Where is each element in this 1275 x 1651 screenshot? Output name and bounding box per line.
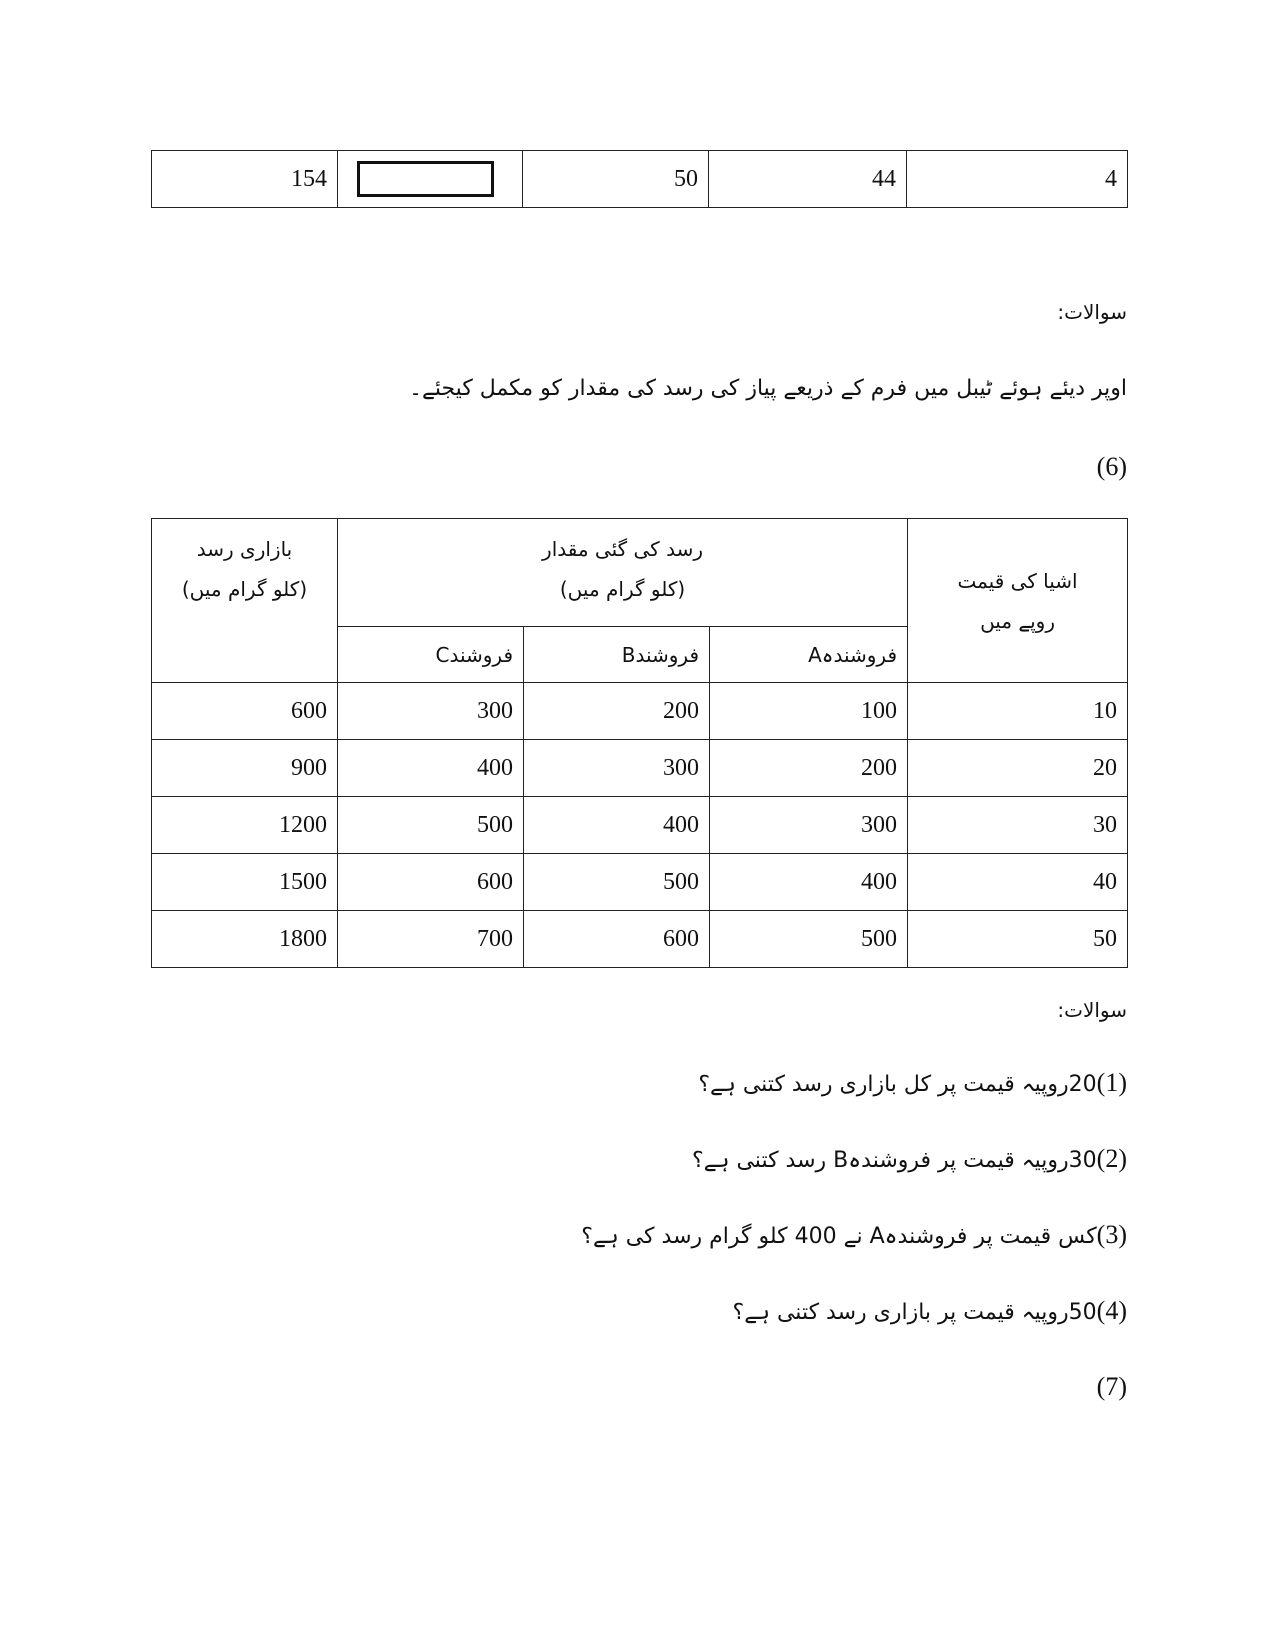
supply-table xyxy=(151,518,1128,968)
seller-a-cell: 200 xyxy=(710,740,908,797)
seller-b-header: فروشندB xyxy=(524,627,710,683)
seller-c-cell: 500 xyxy=(338,797,524,854)
seller-b-cell: 600 xyxy=(524,911,710,968)
question-text: 30روپیہ قیمت پر فروشندہB رسد کتنی ہے؟ xyxy=(692,1148,1097,1173)
price-cell: 30 xyxy=(908,797,1128,854)
seller-b-cell: 200 xyxy=(524,683,710,740)
top-table xyxy=(151,150,1128,208)
question-number-7: (7) xyxy=(1096,1372,1127,1401)
market-supply-cell: 900 xyxy=(152,740,338,797)
question-number: (1) xyxy=(1096,1068,1127,1097)
question-1 xyxy=(698,1068,1127,1098)
question-text: 20روپیہ قیمت پر کل بازاری رسد کتنی ہے؟ xyxy=(698,1072,1097,1097)
price-header: اشیا کی قیمت روپے میں xyxy=(908,519,1128,683)
market-supply-cell: 1800 xyxy=(152,911,338,968)
table-cell: 44 xyxy=(709,151,907,208)
question-4 xyxy=(733,1296,1127,1326)
questions-heading: سوالات: xyxy=(1057,300,1127,324)
market-supply-cell: 1200 xyxy=(152,797,338,854)
table-cell: 50 xyxy=(523,151,709,208)
market-supply-header: بازاری رسد (کلو گرام میں) xyxy=(152,519,338,683)
seller-a-header: فروشندہA xyxy=(710,627,908,683)
question-2 xyxy=(692,1144,1127,1174)
seller-c-cell: 400 xyxy=(338,740,524,797)
seller-b-cell: 500 xyxy=(524,854,710,911)
instruction-text: اوپر دیئے ہوئے ٹیبل میں فرم کے ذریعے پیاز کی رسد کی مقدار کو مکمل کیجئے۔ xyxy=(409,376,1127,401)
market-supply-cell: 1500 xyxy=(152,854,338,911)
price-cell: 20 xyxy=(908,740,1128,797)
price-cell: 10 xyxy=(908,683,1128,740)
questions-heading: سوالات: xyxy=(1057,998,1127,1022)
price-cell: 40 xyxy=(908,854,1128,911)
table-row xyxy=(152,683,1128,740)
seller-b-cell: 400 xyxy=(524,797,710,854)
price-cell: 50 xyxy=(908,911,1128,968)
table-row xyxy=(152,740,1128,797)
table-row xyxy=(152,854,1128,911)
table-row xyxy=(152,797,1128,854)
seller-b-cell: 300 xyxy=(524,740,710,797)
question-number: (3) xyxy=(1096,1220,1127,1249)
seller-a-cell: 300 xyxy=(710,797,908,854)
table-cell: 4 xyxy=(907,151,1128,208)
blank-answer-cell xyxy=(338,151,523,208)
seller-c-cell: 600 xyxy=(338,854,524,911)
table-cell: 154 xyxy=(152,151,338,208)
seller-a-cell: 100 xyxy=(710,683,908,740)
seller-a-cell: 500 xyxy=(710,911,908,968)
question-number: (4) xyxy=(1096,1296,1127,1325)
question-3 xyxy=(581,1220,1127,1250)
seller-c-cell: 300 xyxy=(338,683,524,740)
answer-box[interactable] xyxy=(357,161,494,197)
seller-a-cell: 400 xyxy=(710,854,908,911)
quantity-supplied-header: رسد کی گئی مقدار (کلو گرام میں) xyxy=(338,519,908,627)
table-header-row xyxy=(152,519,1128,627)
question-text: کس قیمت پر فروشندہA نے 400 کلو گرام رسد کی ہے؟ xyxy=(581,1224,1097,1249)
question-number: (2) xyxy=(1096,1144,1127,1173)
table-row xyxy=(152,911,1128,968)
seller-c-header: فروشندC xyxy=(338,627,524,683)
table-row xyxy=(152,151,1128,208)
market-supply-cell: 600 xyxy=(152,683,338,740)
question-text: 50روپیہ قیمت پر بازاری رسد کتنی ہے؟ xyxy=(732,1300,1097,1325)
question-number-6: (6) xyxy=(1096,452,1127,481)
seller-c-cell: 700 xyxy=(338,911,524,968)
